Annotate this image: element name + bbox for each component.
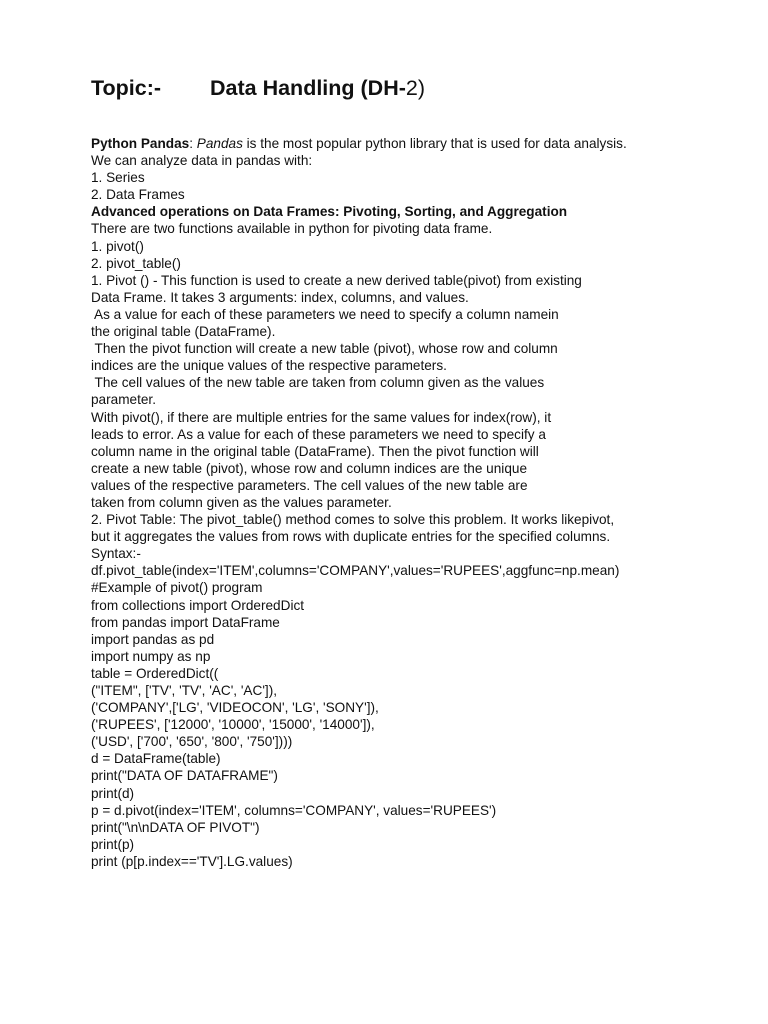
text-line: Then the pivot function will create a new table (pivot), whose row and column: [91, 341, 558, 357]
text-line: 2. Data Frames: [91, 187, 185, 203]
code-line: print(d): [91, 785, 135, 801]
section-heading: Advanced operations on Data Frames: Pivoting, Sorting, and Aggregation: [91, 204, 568, 220]
text-line: column name in the original table (DataFrame). Then the pivot function will: [91, 443, 539, 459]
topic-title-close: ): [417, 76, 426, 100]
text-line: parameter.: [91, 392, 156, 408]
text-line: We can analyze data in pandas with:: [91, 153, 313, 169]
intro-rest: is the most popular python library that is used for data analysis.: [242, 136, 627, 151]
code-line: ('RUPEES', ['12000', '10000', '15000', '14000']),: [91, 717, 375, 733]
text-line: 2. pivot_table(): [91, 255, 181, 271]
code-line: print("DATA OF DATAFRAME"): [91, 768, 278, 784]
topic-number: 2: [405, 76, 418, 100]
text-line: values of the respective parameters. The cell values of the new table are: [91, 477, 528, 493]
code-line: import pandas as pd: [91, 631, 215, 647]
code-line: print (p[p.index=='TV'].LG.values): [91, 853, 293, 869]
text-line: the original table (DataFrame).: [91, 324, 276, 340]
text-line: Data Frame. It takes 3 arguments: index, columns, and values.: [91, 289, 469, 305]
page-title: [91, 74, 425, 102]
code-line: ('USD', ['700', '650', '800', '750']))): [91, 734, 293, 750]
document-body: [91, 135, 751, 870]
text-line: taken from column given as the values parameter.: [91, 494, 392, 510]
text-line: create a new table (pivot), whose row and column indices are the unique: [91, 460, 528, 476]
text-line: indices are the unique values of the respective parameters.: [91, 358, 447, 374]
code-line: print(p): [91, 836, 135, 852]
intro-term: Python Pandas: [91, 136, 190, 151]
code-line: #Example of pivot() program: [91, 580, 263, 596]
code-line: import numpy as np: [91, 648, 211, 664]
text-line: but it aggregates the values from rows with duplicate entries for the specified columns.: [91, 529, 611, 545]
text-line: With pivot(), if there are multiple entries for the same values for index(row), it: [91, 409, 552, 425]
code-line: from collections import OrderedDict: [91, 597, 305, 613]
text-line: leads to error. As a value for each of these parameters we need to specify a: [91, 426, 546, 442]
code-line: df.pivot_table(index='ITEM',columns='COMPANY',values='RUPEES',aggfunc=np.mean): [91, 563, 620, 579]
code-line: table = OrderedDict((: [91, 665, 219, 681]
text-line: The cell values of the new table are taken from column given as the values: [91, 375, 545, 391]
intro-italic: Pandas: [196, 136, 243, 151]
text-line: As a value for each of these parameters we need to specify a column namein: [91, 306, 559, 322]
text-line: Syntax:-: [91, 546, 141, 562]
intro-line: [91, 135, 751, 152]
code-line: ('COMPANY',['LG', 'VIDEOCON', 'LG', 'SONY']),: [91, 700, 379, 716]
code-line: p = d.pivot(index='ITEM', columns='COMPANY', values='RUPEES'): [91, 802, 497, 818]
topic-label: Topic:-: [91, 76, 162, 100]
text-line: There are two functions available in python for pivoting data frame.: [91, 221, 493, 237]
code-line: d = DataFrame(table): [91, 751, 221, 767]
text-line: 1. pivot(): [91, 238, 144, 254]
text-line: 2. Pivot Table: The pivot_table() method comes to solve this problem. It works likepivot,: [91, 512, 615, 528]
intro-colon: :: [189, 136, 197, 151]
text-line: 1. Series: [91, 170, 145, 186]
code-line: print("\n\nDATA OF PIVOT"): [91, 819, 260, 835]
code-line: ("ITEM", ['TV', 'TV', 'AC', 'AC']),: [91, 683, 277, 698]
topic-title: Data Handling (DH-: [210, 76, 406, 100]
code-line: from pandas import DataFrame: [91, 614, 280, 630]
text-line: 1. Pivot () - This function is used to create a new derived table(pivot) from existing: [91, 272, 582, 288]
